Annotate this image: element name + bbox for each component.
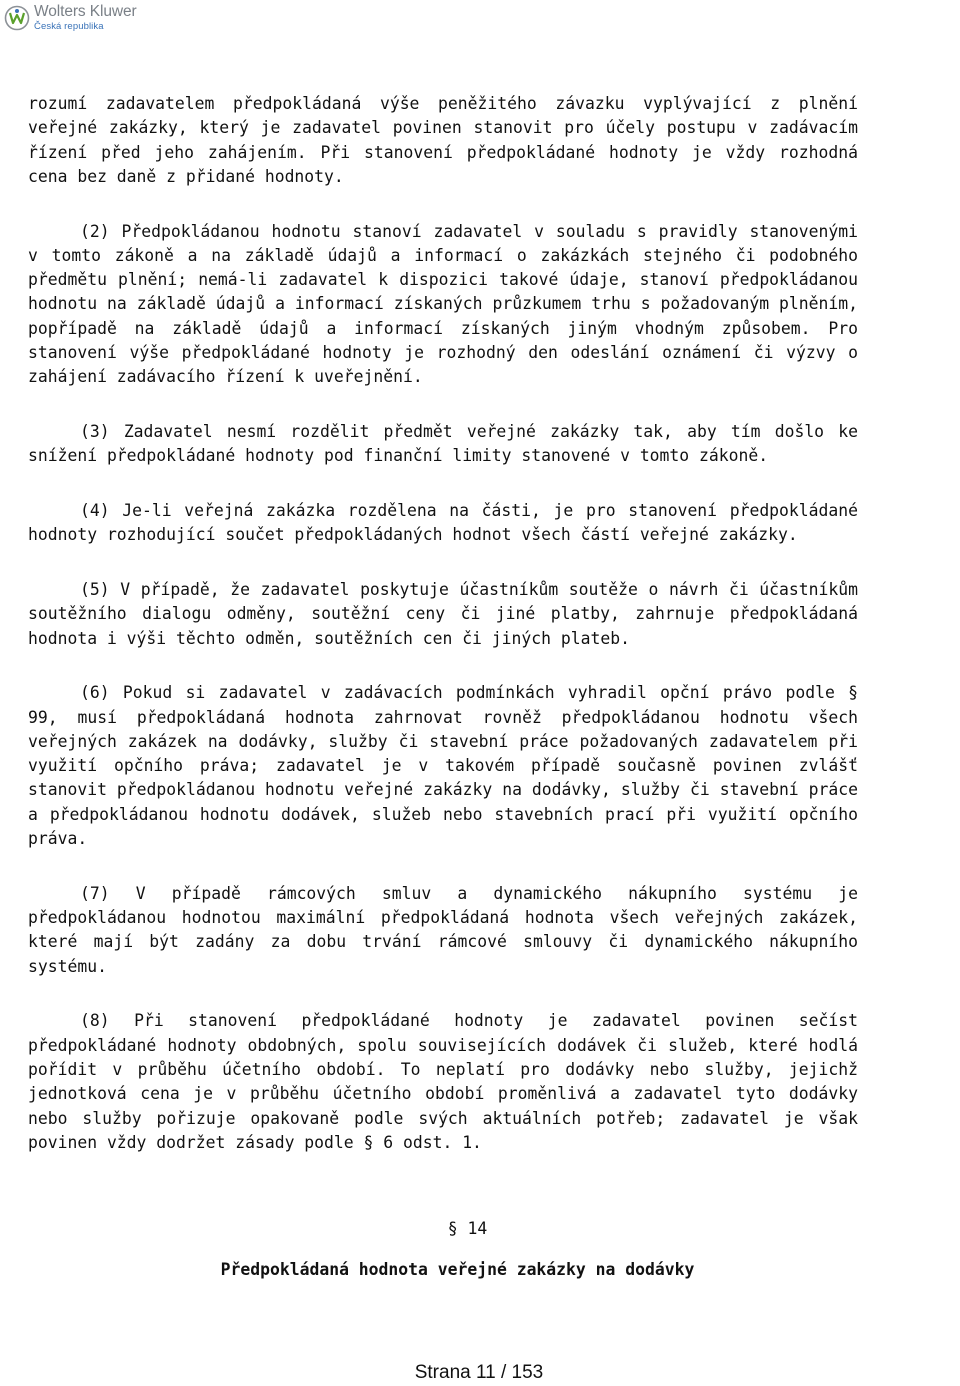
publisher-logo bbox=[4, 4, 137, 31]
paragraph-5: (5) V případě, že zadavatel poskytuje účastníkům soutěže o návrh či účastníkům soutěžního dialogu odměny, soutěžní ceny či jiné platby, zahrnuje předpokládaná hodnota i výši těchto odměn, soutěžních cen či jiných plateb. bbox=[28, 580, 858, 648]
paragraph-4: (4) Je-li veřejná zakázka rozdělena na části, je pro stanovení předpokládané hodnoty rozhodující součet předpokládaných hodnot všech částí veřejné zakázky. bbox=[28, 501, 858, 545]
logo-subtitle: Česká republika bbox=[34, 20, 104, 32]
document-body bbox=[28, 92, 858, 1186]
section-heading: Předpokládaná hodnota veřejné zakázky na dodávky bbox=[220, 1260, 695, 1279]
paragraph-2: (2) Předpokládanou hodnotu stanoví zadavatel v souladu s pravidly stanovenými v tomto zákoně a na základě údajů a informací o zakázkách stejného či podobného předmětu plnění; nemá-li zadavatel k dispozici takové údaje, stanoví předpokládanou hodnotu na základě údajů a informací získaných průzkumem trhu s požadovaným plněním, popřípadě na základě údajů a informací získaných jiným vhodným způsobem. Pro stanovení výše předpokládané hodnoty je rozhodný den odeslání oznámení či výzvy o zahájení zadávacího řízení k uveřejnění. bbox=[28, 221, 858, 387]
section-number: § 14 bbox=[447, 1219, 488, 1238]
paragraph-3: (3) Zadavatel nesmí rozdělit předmět veřejné zakázky tak, aby tím došlo ke snížení předpokládané hodnoty pod finanční limity stanovené v tomto zákoně. bbox=[28, 422, 858, 466]
paragraph-7: (7) V případě rámcových smluv a dynamického nákupního systému je předpokládanou hodnotou maximální předpokládaná hodnota všech veřejných zakázek, které mají být zadány za dobu trvání rámcové smlouvy či dynamického nákupního systému. bbox=[28, 883, 858, 976]
paragraph-8: (8) Při stanovení předpokládané hodnoty je zadavatel povinen sečíst předpokládané hodnoty obdobných, spolu souvisejících dodávek či služeb, které hodlá pořídit v průběhu účetního období. To neplatí pro dodávky nebo služby, jejichž jednotková cena je v průběhu účetního období proměnlivá a zadavatel tyto dodávky nebo služby pořizuje opakovaně podle svých aktuálních potřeb; zadavatel je však povinen vždy dodržet zásady podle § 6 odst. 1. bbox=[28, 1011, 858, 1152]
logo-name: Wolters Kluwer bbox=[34, 3, 137, 20]
paragraph-continuation: rozumí zadavatelem předpokládaná výše peněžitého závazku vyplývající z plnění veřejné zakázky, který je zadavatel povinen stanovit pro účely postupu v zadávacím řízení před jeho zahájením. Při stanovení předpokládané hodnoty je vždy rozhodná cena bez daně z přidané hodnoty. bbox=[28, 94, 858, 186]
page-number: Strana 11 / 153 bbox=[414, 1362, 544, 1383]
wolters-kluwer-logo-icon bbox=[4, 5, 30, 31]
paragraph-6: (6) Pokud si zadavatel v zadávacích podmínkách vyhradil opční právo podle § 99, musí předpokládaná hodnota zahrnovat rovněž předpokládanou hodnotu všech veřejných zakázek na dodávky, služby či stavební práce požadovaných zadavatelem při využití opčního práva; zadavatel je v takovém případě současně povinen zvlášť stanovit předpokládanou hodnotu veřejné zakázky na dodávky, služby či stavební práce a předpokládanou hodnotu dodávek, služeb nebo stavebních prací při využití opčního práva. bbox=[28, 683, 858, 849]
